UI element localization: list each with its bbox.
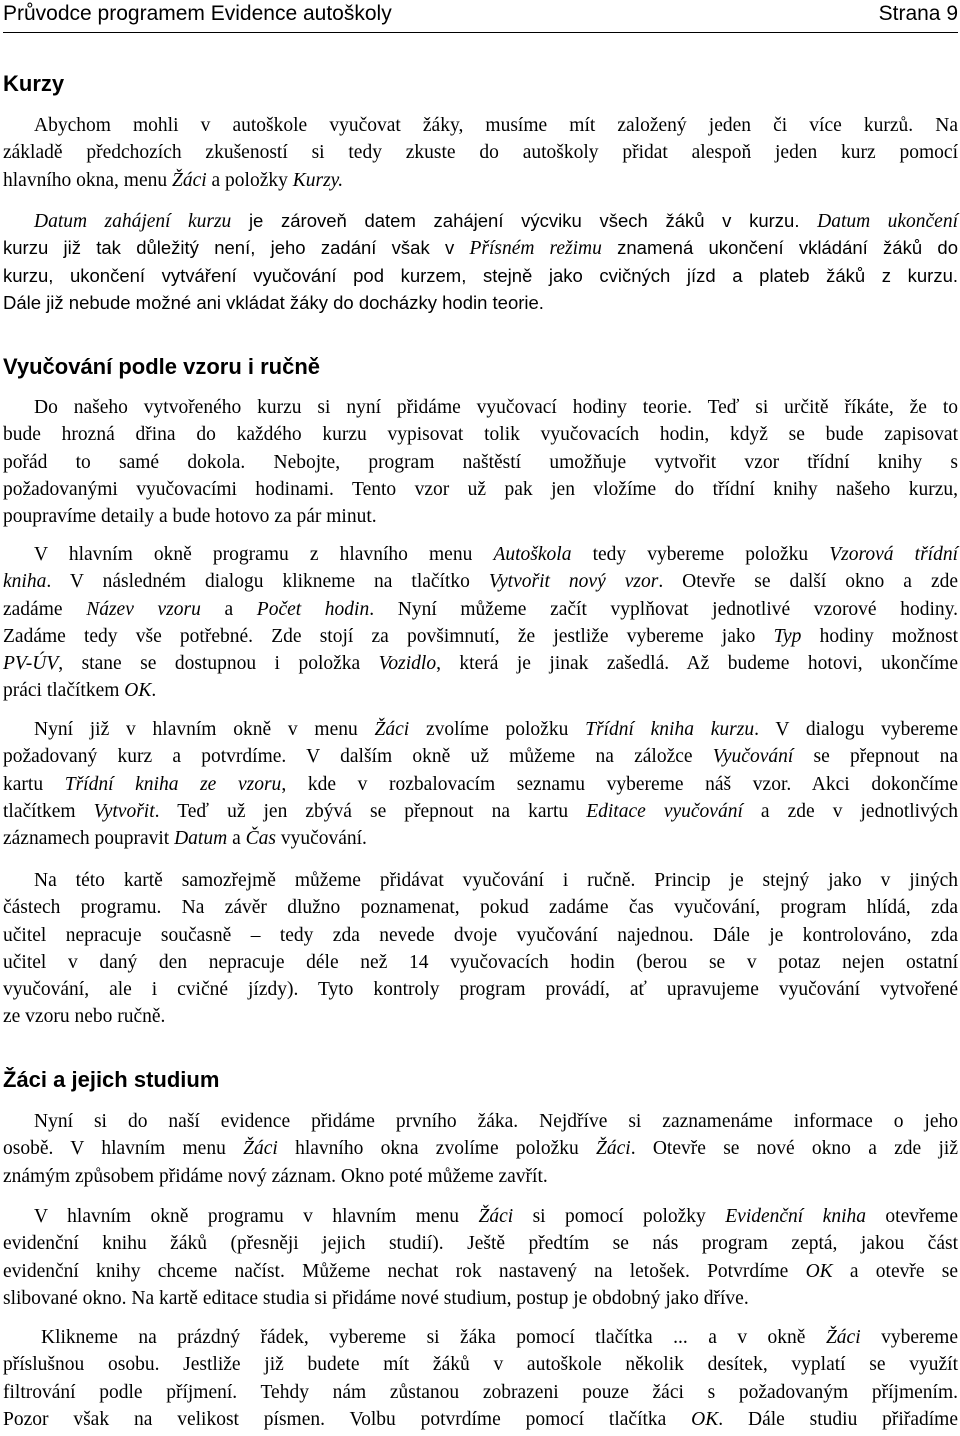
page-number: Strana 9 <box>878 2 958 25</box>
text-line: Pozor však na velikost písmen. Volbu potvrdíme pomocí tlačítka OK. Dále studiu přiřadíme <box>3 1408 958 1430</box>
text-line: vyučování, ale i cvičné jízdy). Tyto kontroly program provádí, ať upravujeme vyučování vytvořené <box>3 979 958 1001</box>
paragraph-5 <box>3 716 958 852</box>
paragraph-1 <box>3 112 958 194</box>
text-line: pořád to samé dokola. Nebojte, program naštěstí umožňuje vytvořit vzor třídní knihy s <box>3 451 958 473</box>
text-line: Zadáme tedy vše potřebné. Zde stojí za povšimnutí, že jestliže vybereme jako Typ hodiny možnost <box>3 625 958 647</box>
text-line: požadovanými vyučovacími hodinami. Tento vzor už pak jen vložíme do třídní knihy našeho kurzu, <box>3 478 958 500</box>
text-line: základě předchozích zkušeností si tedy zkuste do autoškoly přidat alespoň jeden kurz pomocí <box>3 142 958 164</box>
text-line: Nyní již v hlavním okně v menu Žáci zvolíme položku Třídní kniha kurzu. V dialogu vybereme <box>34 719 958 740</box>
paragraph-4 <box>3 541 958 705</box>
paragraph-7 <box>3 1108 958 1190</box>
text-line: známým způsobem přidáme nový záznam. Okno poté můžeme zavřít. <box>3 1165 548 1187</box>
text-line: Nyní si do naší evidence přidáme prvního žáka. Nejdříve si zaznamenáme informace o jeho <box>34 1111 958 1132</box>
text-line: slibované okno. Na kartě editace studia si přidáme nové studium, postup je obdobný jako dříve. <box>3 1287 749 1309</box>
text-line: Klikneme na prázdný řádek, vybereme si žáka pomocí tlačítka ... a v okně Žáci vybereme <box>41 1327 958 1348</box>
paragraph-3 <box>3 394 958 530</box>
text-line: Na této kartě samozřejmě můžeme přidávat vyučování i ručně. Princip je stejný jako v jiných <box>34 870 958 891</box>
text-line: hlavního okna, menu Žáci a položky Kurzy. <box>3 169 344 191</box>
text-line: příslušnou osobu. Jestliže již budete mít žáků v autoškole několik desítek, vyplatí se využít <box>3 1354 958 1376</box>
text-line: kartu Třídní kniha ze vzoru, kde v rozbalovacím seznamu vybereme náš vzor. Akci dokončíme <box>3 773 958 795</box>
page-header <box>3 0 958 33</box>
text-line: částech programu. Na závěr dlužno poznamenat, pokud zadáme čas vyučování, program hlídá, zda <box>3 897 958 919</box>
text-line: Dále již nebude možné ani vkládat žáky do docházky hodin teorie. <box>3 291 544 313</box>
paragraph-8 <box>3 1203 958 1312</box>
text-line: učitel v daný den nepracuje déle než 14 vyučovacích hodin (berou se v potaz nejen ostatní <box>3 951 958 973</box>
text-line: poupravíme detaily a bude hotovo za pár minut. <box>3 506 377 528</box>
text-line: bude hrozná dřina do každého kurzu vypisovat tolik vyučovacích hodin, když se bude zapisovat <box>3 424 958 446</box>
text-line: ze vzoru nebo ručně. <box>3 1006 166 1028</box>
text-line: PV-ÚV, stane se dostupnou i položka Vozidlo, která je jinak zašedlá. Až budeme hotovi, ukončíme <box>3 653 958 675</box>
text-line: V hlavním okně programu v hlavním menu Žáci si pomocí položky Evidenční kniha otevřeme <box>34 1206 958 1227</box>
text-line: evidenční knihy chceme načíst. Můžeme nechat rok nastavený na letošek. Potvrdíme OK a otevře se <box>3 1260 958 1282</box>
text-line: Do našeho vytvořeného kurzu si nyní přidáme vyučovací hodiny teorie. Teď si určitě říkáte, že to <box>34 397 958 418</box>
text-line: filtrování podle příjmení. Tehdy nám zůstanou zobrazeni pouze žáci s požadovaným příjmením. <box>3 1381 958 1403</box>
text-line: V hlavním okně programu z hlavního menu Autoškola tedy vybereme položku Vzorová třídní <box>34 544 958 565</box>
paragraph-2 <box>3 207 958 316</box>
text-line: tlačítkem Vytvořit. Teď už jen zbývá se přepnout na kartu Editace vyučování a zde v jednotlivých <box>3 800 958 822</box>
text-line: Datum zahájení kurzu je zároveň datem zahájení výcviku všech žáků v kurzu. Datum ukončení <box>34 210 958 232</box>
heading-vyucovani: Vyučování podle vzoru i ručně <box>3 354 321 379</box>
text-line: požadovaný kurz a potvrdíme. V dalším okně už můžeme na záložce Vyučování se přepnout na <box>3 746 958 768</box>
text-line: kurzu již tak důležitý není, jeho zadání však v Přísném režimu znamená ukončení vkládání žáků do <box>3 237 958 260</box>
text-line: kurzu, ukončení vytváření vyučování pod kurzem, stejně jako cvičných jízd a plateb žáků z kurzu. <box>3 264 958 286</box>
text-line: zadáme Název vzoru a Počet hodin. Nyní můžeme začít vyplňovat jednotlivé vzorové hodiny. <box>3 598 959 620</box>
text-line: učitel nepracuje současně – tedy zda nevede dvoje vyučování najednou. Dále je kontrolováno, zda <box>3 924 958 946</box>
paragraph-6 <box>3 867 958 1031</box>
paragraph-9 <box>3 1324 958 1433</box>
document-title: Průvodce programem Evidence autoškoly <box>3 2 392 25</box>
text-line: záznamech poupravit Datum a Čas vyučování. <box>3 828 367 850</box>
text-line: kniha. V následném dialogu klikneme na tlačítko Vytvořit nový vzor. Otevře se další okno a zde <box>3 571 959 593</box>
text-line: práci tlačítkem OK. <box>3 680 157 702</box>
text-line: Abychom mohli v autoškole vyučovat žáky, musíme mít založený jeden či více kurzů. Na <box>34 115 958 136</box>
text-line: osobě. V hlavním menu Žáci hlavního okna zvolíme položku Žáci. Otevře se nové okno a zde již <box>3 1138 958 1160</box>
text-line: evidenční knihu žáků (přesněji jejich studií). Ještě předtím se nás program zeptá, jakou část <box>3 1233 958 1255</box>
heading-kurzy: Kurzy <box>3 71 65 96</box>
heading-zaci: Žáci a jejich studium <box>3 1067 220 1092</box>
